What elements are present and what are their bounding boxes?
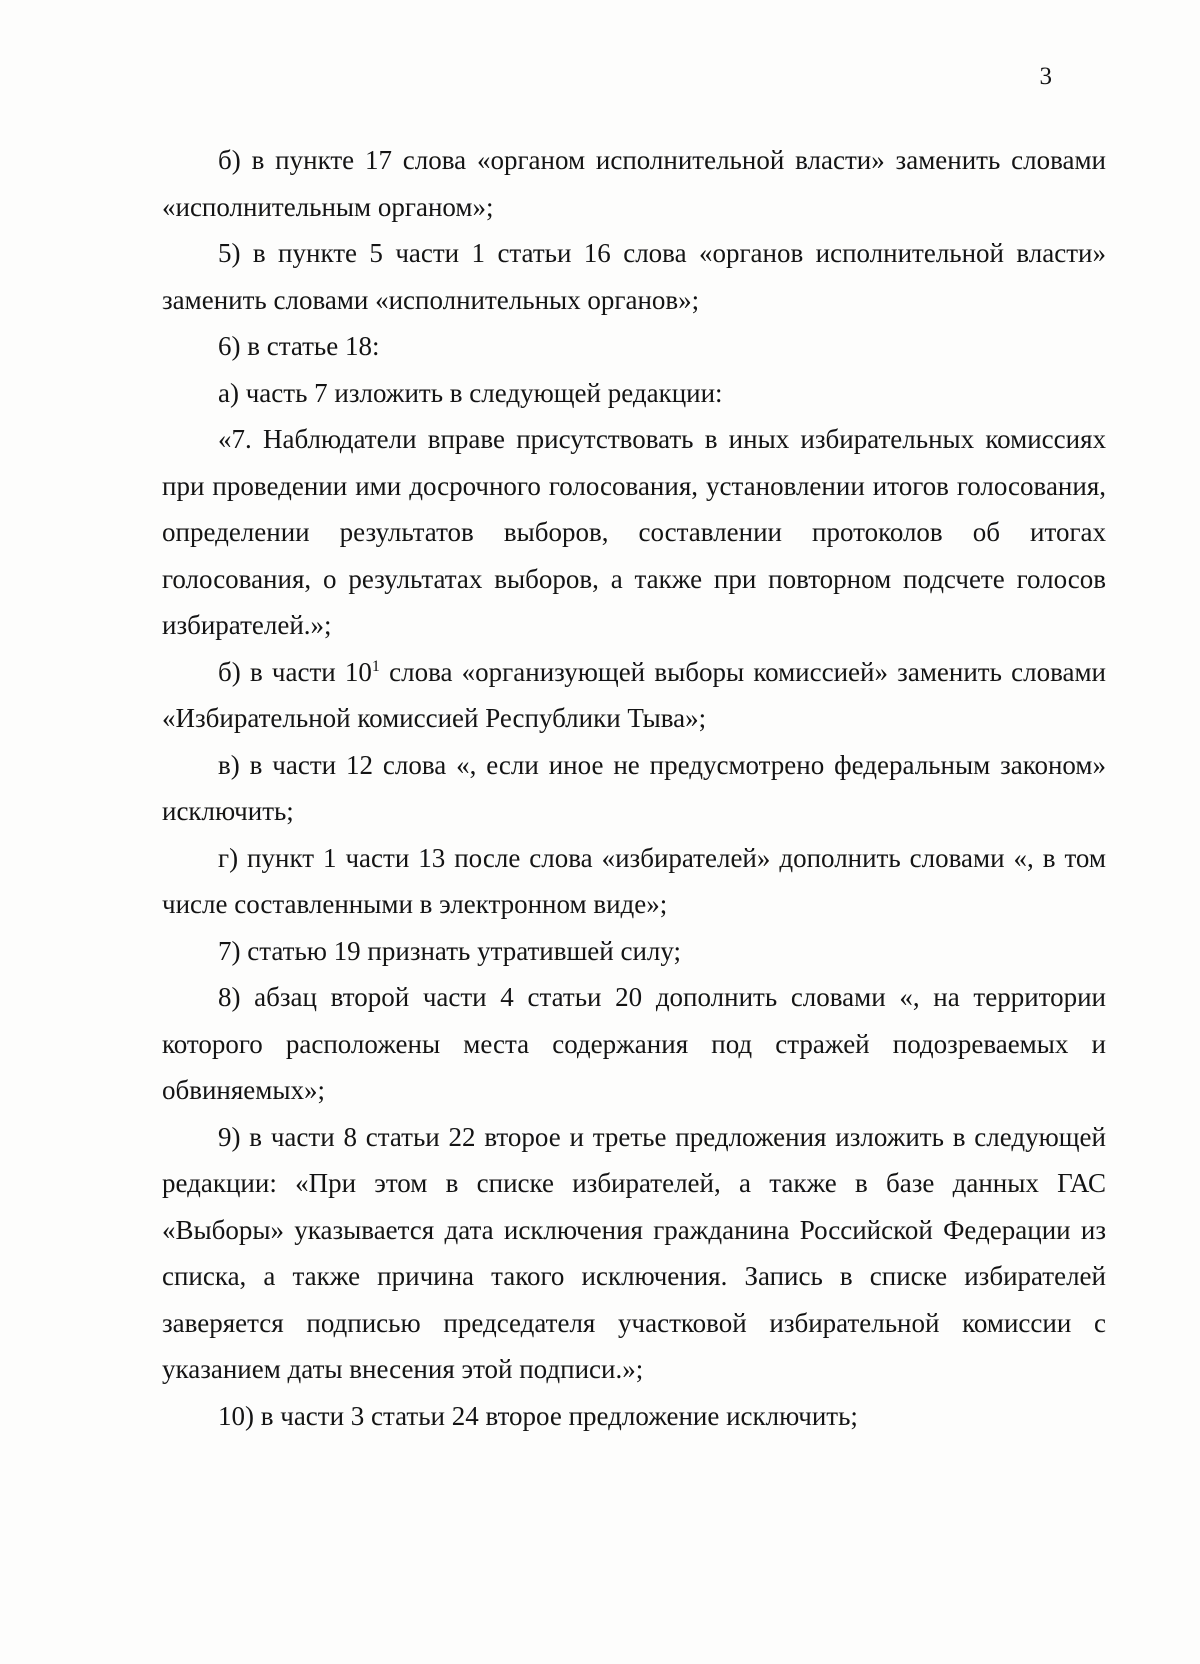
paragraph-9-article-22: 9) в части 8 статьи 22 второе и третье предложения изложить в следующей редакции: «При этом в списке избирателей, а также в базе данных ГАС «Выборы» указывается дата исключения гражданина Российской Федерации из списка, а также причина такого исключения. Запись в списке избирателей заверяется подписью председателя участковой избирательной комиссии с указанием даты внесения этой подписи.»; [162, 1121, 1106, 1384]
paragraph-5-article-16: 5) в пункте 5 части 1 статьи 16 слова «органов исполнительной власти» заменить словами «исполнительных органов»; [162, 238, 1106, 315]
paragraph-6v-part-12: в) в части 12 слова «, если иное не предусмотрено федеральным законом» исключить; [162, 749, 1106, 826]
document-body [162, 137, 1106, 1439]
paragraph-6-article-18: 6) в статье 18: [218, 331, 380, 361]
paragraph-6a-new-text: «7. Наблюдатели вправе присутствовать в иных избирательных комиссиях при проведении ими досрочного голосования, установлении итогов голосования, определении результатов выборов, составлении протоколов об итогах голосования, о результатах выборов, а также при повторном подсчете голосов избирателей.»; [162, 424, 1106, 640]
paragraph-1b-item-17: б) в пункте 17 слова «органом исполнительной власти» заменить словами «исполнительным органом»; [162, 145, 1106, 222]
paragraph-6b-after: слова «организующей выборы комиссией» заменить словами «Избирательной комиссией Республики Тыва»; [162, 656, 1106, 733]
paragraph-6b-part-10-1 [162, 649, 1106, 742]
superscript-index: 1 [371, 657, 380, 675]
paragraph-6b-before: б) в части 10 [218, 656, 372, 687]
paragraph-10-article-24: 10) в части 3 статьи 24 второе предложение исключить; [218, 1400, 858, 1431]
paragraph-7-article-19: 7) статью 19 признать утратившей силу; [218, 935, 682, 966]
paragraph-8-article-20: 8) абзац второй части 4 статьи 20 дополнить словами «, на территории которого расположены места содержания под стражей подозреваемых и обвиняемых»; [162, 982, 1106, 1105]
paragraph-6a-part-7: а) часть 7 изложить в следующей редакции: [218, 377, 723, 408]
page-number: 3 [1039, 63, 1052, 90]
paragraph-6g-part-13: г) пункт 1 части 13 после слова «избирателей» дополнить словами «, в том числе составленными в электронном виде»; [162, 842, 1106, 919]
